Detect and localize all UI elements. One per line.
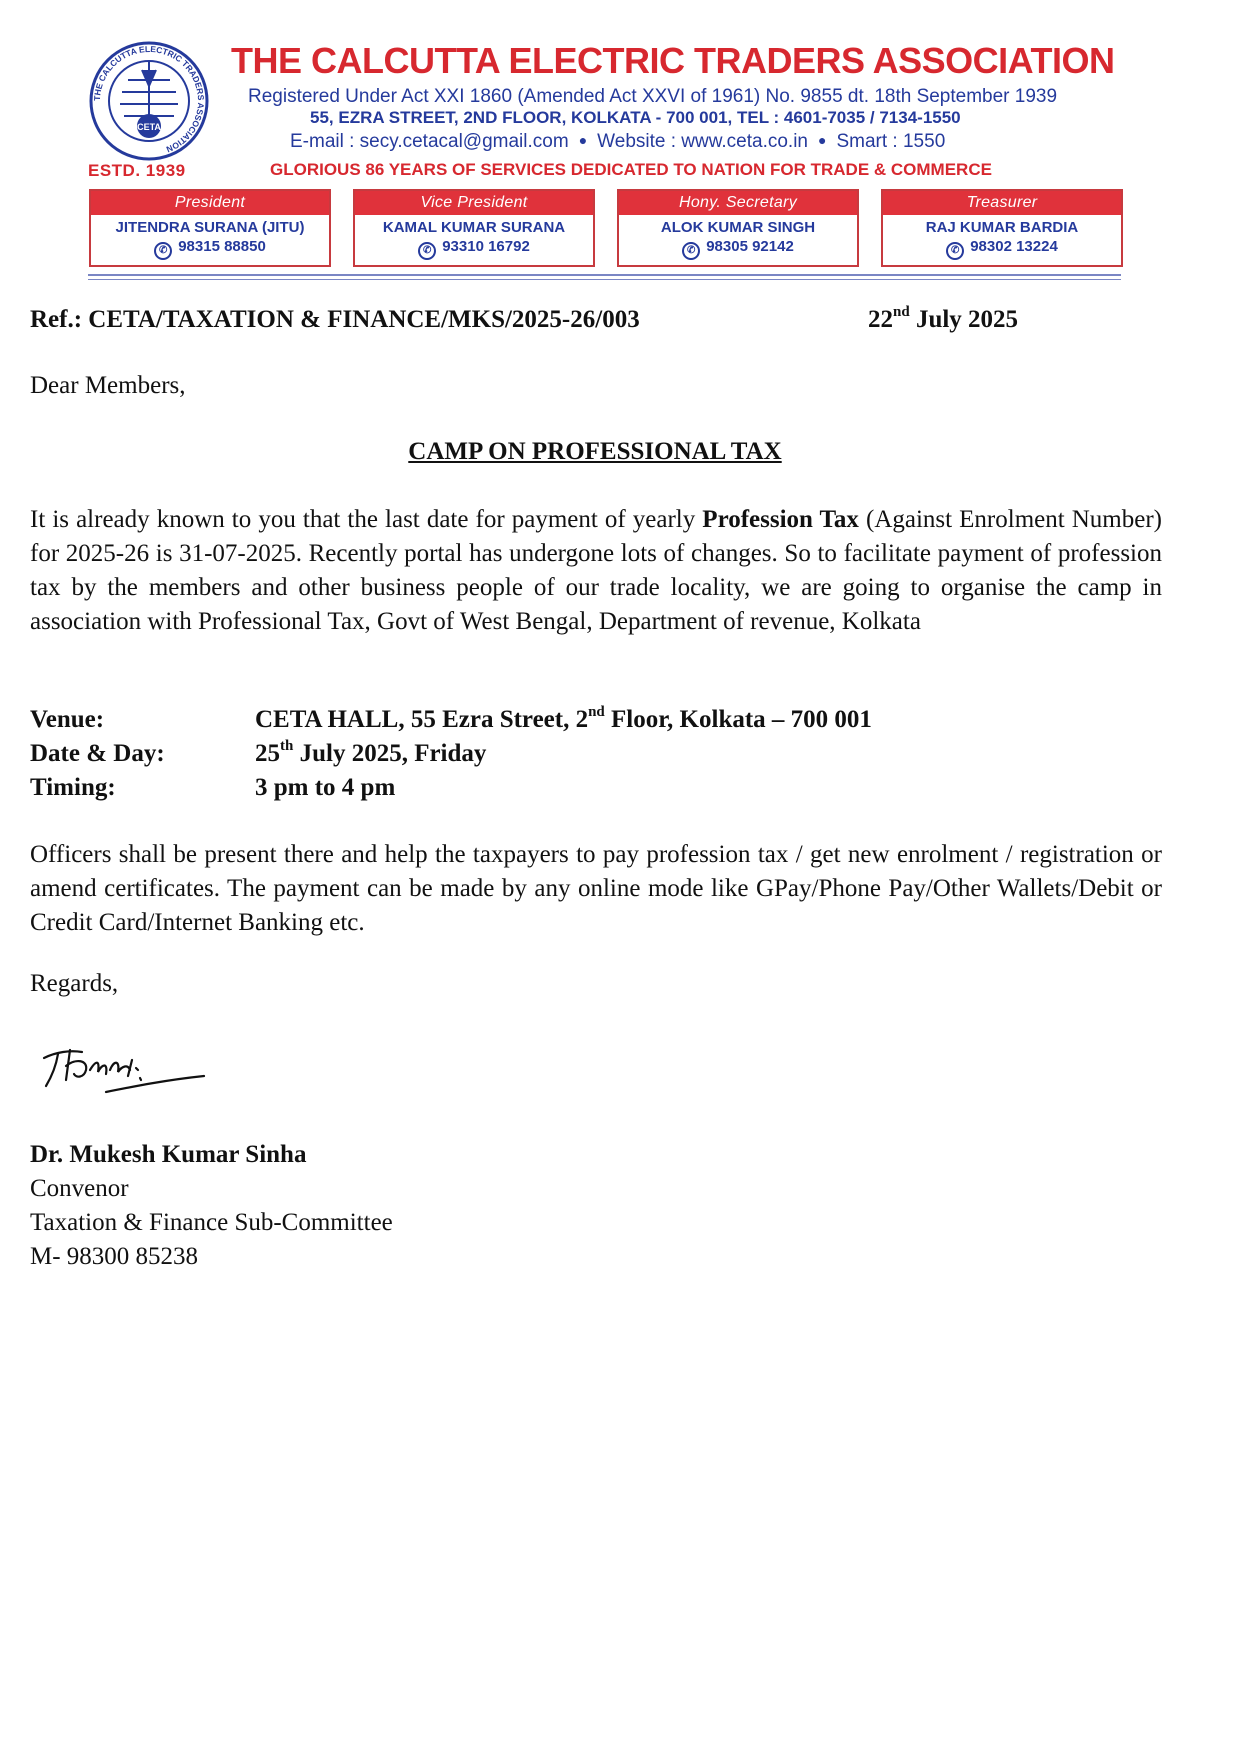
event-date-rest: July 2025, Friday <box>293 740 487 767</box>
logo-monogram: CETA <box>137 122 161 132</box>
bearer-name: ALOK KUMAR SINGH <box>660 219 816 236</box>
venue-suffix: nd <box>588 704 605 720</box>
event-day-suffix: th <box>280 738 294 754</box>
salutation: Dear Members, <box>30 372 186 399</box>
date-day: 22 <box>868 306 893 333</box>
office-bearer-president <box>89 189 331 267</box>
ceta-logo <box>88 40 210 162</box>
closing: Regards, <box>30 970 119 997</box>
date-row <box>30 740 486 768</box>
bearer-phone-number: 93310 16792 <box>442 238 530 255</box>
office-bearer-treasurer <box>881 189 1123 267</box>
phone-icon: ✆ <box>946 242 964 260</box>
bearer-role: Hony. Secretary <box>619 191 857 215</box>
signer-mobile: M- 98300 85238 <box>30 1243 199 1270</box>
bearer-phone-number: 98302 13224 <box>970 238 1058 255</box>
divider <box>88 274 1121 276</box>
office-bearer-vice-president <box>353 189 595 267</box>
signature <box>36 1030 216 1100</box>
timing-row <box>30 774 395 802</box>
bearer-phone-number: 98305 92142 <box>706 238 794 255</box>
phone-icon: ✆ <box>682 242 700 260</box>
signer-title: Convenor <box>30 1175 129 1202</box>
bearer-phone <box>91 238 329 260</box>
website-text: Website : www.ceta.co.in <box>597 131 809 152</box>
reference-number: Ref.: CETA/TAXATION & FINANCE/MKS/2025-26/003 <box>30 306 640 333</box>
date-suffix: nd <box>893 304 910 320</box>
venue-label: Venue: <box>30 706 105 733</box>
logo-ring-text: THE CALCUTTA ELECTRIC TRADERS ASSOCIATION <box>91 43 207 155</box>
organization-name: THE CALCUTTA ELECTRIC TRADERS ASSOCIATION <box>231 40 1115 81</box>
venue-text: CETA HALL, 55 Ezra Street, 2 <box>255 706 589 733</box>
date-label: Date & Day: <box>30 740 165 767</box>
bearer-phone <box>883 238 1121 260</box>
bullet-icon: ● <box>578 132 588 148</box>
letter-date <box>868 306 1018 334</box>
registration-line: Registered Under Act XXI 1860 (Amended Act XXVI of 1961) No. 9855 dt. 18th September 1939 <box>248 86 1058 107</box>
smart-text: Smart : 1550 <box>836 131 946 152</box>
established-year: ESTD. 1939 <box>88 161 186 180</box>
bearer-role: Treasurer <box>883 191 1121 215</box>
bearer-phone-number: 98315 88850 <box>178 238 266 255</box>
bearer-name: KAMAL KUMAR SURANA <box>382 219 566 236</box>
bearer-name: RAJ KUMAR BARDIA <box>925 219 1079 236</box>
phone-icon: ✆ <box>418 242 436 260</box>
bearer-role: President <box>91 191 329 215</box>
signer-block <box>30 1138 393 1274</box>
venue-text-rest: Floor, Kolkata – 700 001 <box>604 706 872 733</box>
bearer-phone <box>619 238 857 260</box>
bearer-name: JITENDRA SURANA (JITU) <box>115 219 305 236</box>
subject-heading: CAMP ON PROFESSIONAL TAX <box>408 438 782 465</box>
address-line: 55, EZRA STREET, 2ND FLOOR, KOLKATA - 700 001, TEL : 4601-7035 / 7134-1550 <box>310 108 961 127</box>
letterhead <box>0 0 1241 300</box>
timing-label: Timing: <box>30 774 116 801</box>
signer-name: Dr. Mukesh Kumar Sinha <box>30 1141 307 1168</box>
para-text: It is already known to you that the last date for payment of yearly <box>30 506 703 533</box>
event-day: 25 <box>255 740 280 767</box>
para-bold-text: Profession Tax <box>702 506 859 533</box>
timing-value: 3 pm to 4 pm <box>255 774 396 801</box>
body-paragraph-2: Officers shall be present there and help the taxpayers to pay profession tax / get new enrolment / registration or amend certificates. The payment can be made by any online mode like GPay/Phone Pay/Other Wallets/Debit or Credit Card/Internet Banking etc. <box>30 841 1162 936</box>
body-paragraph-1 <box>30 503 1162 639</box>
tagline: GLORIOUS 86 YEARS OF SERVICES DEDICATED TO NATION FOR TRADE & COMMERCE <box>270 160 992 179</box>
bullet-icon: ● <box>818 132 827 148</box>
para-text: (Against Enrolment Number) for 2025-26 is 31-07-2025. Recently portal has undergone lots of changes. So to facilitate payment of profession tax by the members and other business people of our trade locality, we are going to organise the camp in association with Professional Tax, Govt of West Bengal, Department of revenue, Kolkata <box>30 506 1162 635</box>
signer-committee: Taxation & Finance Sub-Committee <box>30 1209 393 1236</box>
bearer-role: Vice President <box>355 191 593 215</box>
office-bearer-secretary <box>617 189 859 267</box>
divider <box>88 279 1121 280</box>
phone-icon: ✆ <box>154 242 172 260</box>
email-text: E-mail : secy.cetacal@gmail.com <box>290 131 569 152</box>
contact-line <box>290 131 945 153</box>
bearer-phone <box>355 238 593 260</box>
date-month-year: July 2025 <box>909 306 1019 333</box>
venue-row <box>30 706 872 734</box>
